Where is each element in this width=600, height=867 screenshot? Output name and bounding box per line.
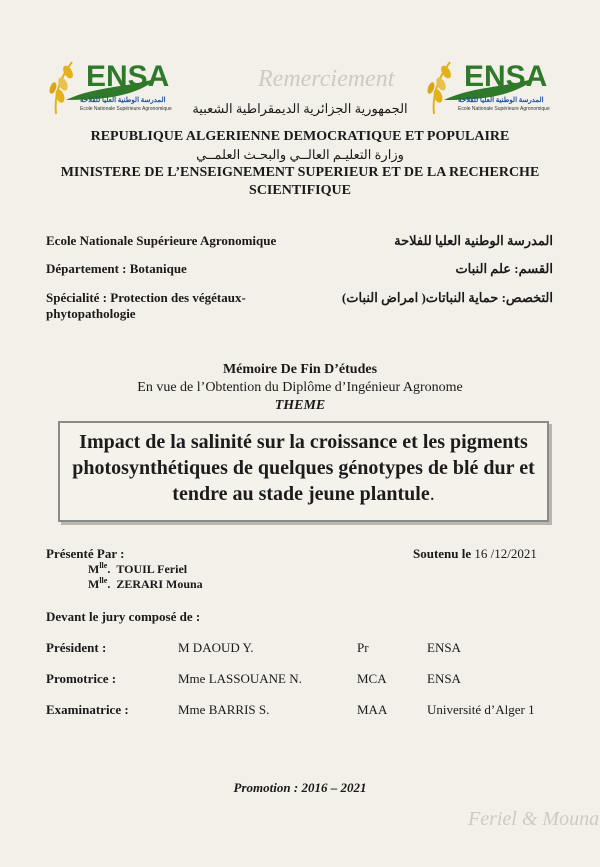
ministry-french-line1: MINISTERE DE L’ENSEIGNEMENT SUPERIEUR ET DE LA RECHERCHE bbox=[60, 165, 540, 180]
school-arabic: المدرسة الوطنية العليا للفلاحة bbox=[394, 233, 553, 248]
defense-date bbox=[413, 546, 537, 562]
jury-institution: ENSA bbox=[427, 671, 461, 686]
jury-heading: Devant le jury composé de : bbox=[46, 609, 201, 624]
logo-arabic-text: المدرسة الوطنية العليا للفلاحة bbox=[458, 96, 544, 104]
show-through-signature: Feriel & Mouna bbox=[468, 808, 600, 830]
specialty-french-line2: phytopathologie bbox=[46, 306, 136, 321]
jury-role: Promotrice : bbox=[46, 671, 117, 686]
promotion: Promotion : 2016 – 2021 bbox=[233, 780, 367, 795]
department-arabic: القسم: علم النبات bbox=[455, 261, 553, 276]
student-1: $M^{lle}$. TOUIL Feriel bbox=[88, 561, 188, 576]
student-1-title: M bbox=[88, 562, 100, 576]
logo-french-text: Ecole Nationale Supérieure Agronomique bbox=[80, 106, 172, 112]
student-2-title: M bbox=[88, 577, 100, 591]
jury-role: Examinatrice : bbox=[46, 702, 129, 717]
theme-title bbox=[64, 429, 543, 507]
republic-arabic: الجمهورية الجزائرية الديمقراطية الشعبية bbox=[192, 101, 408, 116]
theme-label: THEME bbox=[274, 398, 326, 413]
jury-name: M DAOUD Y. bbox=[178, 640, 254, 655]
school-french: Ecole Nationale Supérieure Agronomique bbox=[46, 233, 277, 248]
student-1-title-sup: lle bbox=[99, 561, 108, 570]
theme-line-2: photosynthétiques de quelques génotypes de blé dur et bbox=[72, 457, 535, 479]
student-1-name: TOUIL Feriel bbox=[116, 562, 188, 576]
logo-text: ENSA bbox=[86, 60, 170, 93]
logo-arabic-text: المدرسة الوطنية العليا للفلاحة bbox=[80, 96, 166, 104]
theme-line-3-text: tendre au stade jeune plantule bbox=[172, 483, 430, 505]
jury-name: Mme LASSOUANE N. bbox=[178, 671, 302, 686]
jury-role: Président : bbox=[46, 640, 107, 655]
ministry-french-line2: SCIENTIFIQUE bbox=[249, 183, 351, 198]
memoire-title: Mémoire De Fin D’études bbox=[222, 362, 378, 377]
jury-institution: ENSA bbox=[427, 640, 461, 655]
presented-label: Présenté Par : bbox=[46, 546, 125, 561]
jury-grade: Pr bbox=[357, 640, 369, 655]
specialty-arabic: التخصص: حماية النباتات( امراض النبات) bbox=[341, 290, 553, 305]
student-2: $M^{lle}$. ZERARI Mouna bbox=[88, 576, 203, 591]
jury-grade: MAA bbox=[357, 702, 388, 717]
theme-line-3 bbox=[64, 481, 543, 507]
logo-french-text: Ecole Nationale Supérieure Agronomique bbox=[458, 106, 550, 112]
ministry-arabic: وزارة التعليـم العالــي والبحـث العلمــي bbox=[196, 147, 404, 162]
logo-text: ENSA bbox=[464, 60, 548, 93]
specialty-french-line1: Spécialité : Protection des végétaux- bbox=[46, 290, 246, 305]
jury-name: Mme BARRIS S. bbox=[178, 702, 270, 717]
theme-line-1: Impact de la salinité sur la croissance et les pigments bbox=[79, 431, 528, 453]
department-french: Département : Botanique bbox=[46, 261, 187, 276]
defense-label: Soutenu le bbox=[413, 546, 472, 561]
theme-frame bbox=[58, 421, 549, 522]
show-through-heading: Remerciement bbox=[258, 66, 395, 92]
memoire-subtitle: En vue de l’Obtention du Diplôme d’Ingénieur Agronome bbox=[137, 380, 463, 395]
theme-line-3-end: . bbox=[429, 483, 435, 505]
student-2-title-sup: lle bbox=[99, 576, 108, 585]
defense-date-value: 16 /12/2021 bbox=[474, 546, 537, 561]
student-2-name: ZERARI Mouna bbox=[116, 577, 203, 591]
republic-french: REPUBLIQUE ALGERIENNE DEMOCRATIQUE ET POPULAIRE bbox=[90, 129, 510, 144]
jury-institution: Université d’Alger 1 bbox=[427, 702, 535, 717]
jury-grade: MCA bbox=[357, 671, 387, 686]
